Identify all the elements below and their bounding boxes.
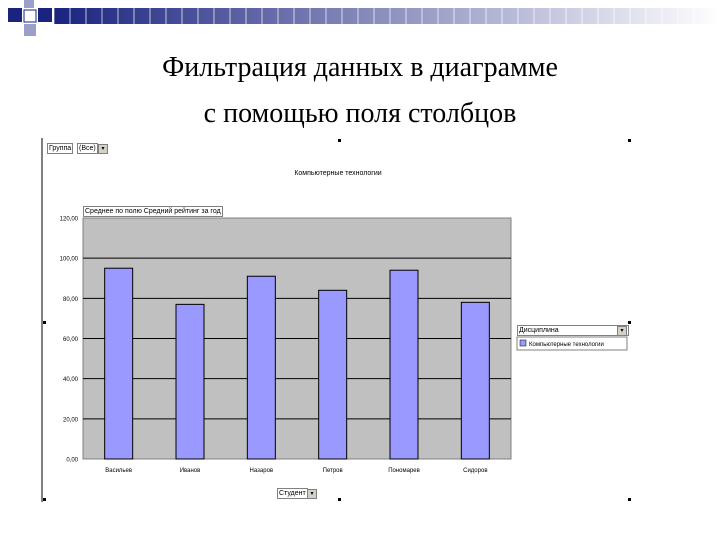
selection-handle[interactable] bbox=[628, 139, 631, 142]
page-field-value[interactable] bbox=[77, 143, 98, 154]
legend-swatch bbox=[520, 340, 526, 346]
y-axis-ticks bbox=[60, 217, 79, 464]
y-tick-label: 120,00 bbox=[59, 216, 78, 223]
legend bbox=[517, 337, 627, 350]
x-tick-label: Пономарев bbox=[388, 468, 420, 474]
bar[interactable] bbox=[390, 270, 418, 459]
y-tick-label: 80,00 bbox=[62, 296, 78, 303]
y-tick-label: 40,00 bbox=[62, 377, 78, 384]
data-field-button[interactable] bbox=[83, 206, 223, 217]
series-field-dropdown-icon[interactable]: ▾ bbox=[617, 326, 627, 336]
chart-title: Компьютерные технологии bbox=[294, 170, 382, 177]
category-field-dropdown-icon[interactable]: ▾ bbox=[307, 489, 317, 499]
selection-handle[interactable] bbox=[628, 321, 631, 324]
page-field-label: Группа bbox=[49, 145, 72, 152]
x-tick-label: Иванов bbox=[179, 468, 201, 474]
bar[interactable] bbox=[247, 276, 275, 459]
y-tick-label: 0,00 bbox=[66, 457, 78, 464]
category-field-label: Студент bbox=[279, 490, 306, 497]
category-field-button[interactable] bbox=[277, 488, 308, 499]
slide-title-line2: с помощью поля столбцов bbox=[203, 98, 517, 129]
y-tick-label: 20,00 bbox=[62, 417, 78, 424]
page-field-button[interactable] bbox=[47, 143, 73, 154]
selection-handle[interactable] bbox=[43, 321, 46, 324]
x-tick-label: Назаров bbox=[249, 468, 274, 474]
page-field-dropdown-icon[interactable]: ▾ bbox=[98, 144, 108, 154]
x-tick-label: Петров bbox=[322, 468, 343, 474]
x-tick-label: Васильев bbox=[105, 468, 133, 474]
page-field-value-label: (Все) bbox=[79, 145, 96, 152]
y-tick-label: 60,00 bbox=[62, 337, 78, 343]
selection-handle[interactable] bbox=[338, 139, 341, 142]
y-tick-label: 100,00 bbox=[59, 256, 78, 263]
selection-handle[interactable] bbox=[628, 498, 631, 501]
series-field-button[interactable] bbox=[517, 325, 629, 336]
bar[interactable] bbox=[105, 268, 133, 459]
legend-label: Компьютерные технологии bbox=[529, 342, 604, 348]
slide-title-line1: Фильтрация данных в диаграмме bbox=[162, 52, 558, 83]
selection-handle[interactable] bbox=[338, 498, 341, 501]
series-field-label: Дисциплина bbox=[519, 327, 559, 334]
selection-handle[interactable] bbox=[43, 498, 46, 501]
bar[interactable] bbox=[176, 304, 204, 459]
data-field-label: Среднее по полю Средний рейтинг за год bbox=[85, 208, 221, 215]
x-tick-label: Сидоров bbox=[463, 468, 488, 474]
x-axis-ticks bbox=[105, 468, 487, 474]
bar[interactable] bbox=[319, 290, 347, 459]
bar[interactable] bbox=[461, 302, 489, 459]
